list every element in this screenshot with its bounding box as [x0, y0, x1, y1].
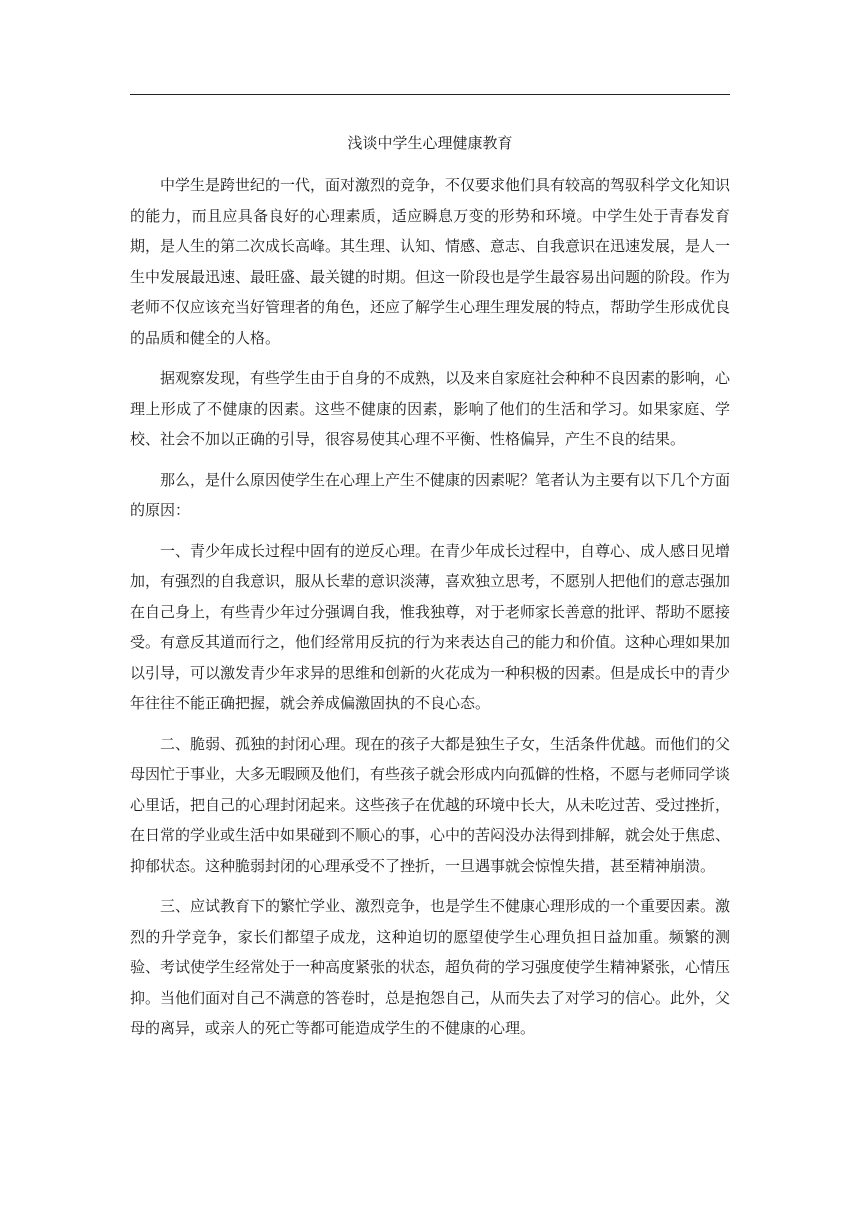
document-title: 浅谈中学生心理健康教育	[347, 134, 513, 152]
paragraph-reason-1: 一、青少年成长过程中固有的逆反心理。在青少年成长过程中，自尊心、成人感日见增加，有强烈的自我意识，服从长辈的意识淡薄，喜欢独立思考，不愿别人把他们的意志强加在自己身上，有些青少年过分强调自我，惟我独尊，对于老师家长善意的批评、帮助不愿接受。有意反其道而行之，他们经常用反抗的行为来表达自己的能力和价值。这种心理如果加以引导，可以激发青少年求异的思维和创新的火花成为一种积极的因素。但是成长中的青少年往往不能正确把握，就会养成偏激固执的不良心态。	[130, 541, 731, 712]
paragraph-intro: 中学生是跨世纪的一代，面对激烈的竞争，不仅要求他们具有较高的驾驭科学文化知识的能力，而且应具备良好的心理素质，适应瞬息万变的形势和环境。中学生处于青春发育期，是人生的第二次成长高峰。其生理、认知、情感、意志、自我意识在迅速发展，是人一生中发展最迅速、最旺盛、最关键的时期。但这一阶段也是学生最容易出问题的阶段。作为老师不仅应该充当好管理者的角色，还应了解学生心理生理发展的特点，帮助学生形成优良的品质和健全的人格。	[130, 176, 731, 347]
paragraph-reason-2: 二、脆弱、孤独的封闭心理。现在的孩子大都是独生子女，生活条件优越。而他们的父母因忙于事业，大多无暇顾及他们，有些孩子就会形成内向孤僻的性格，不愿与老师同学谈心里话，把自己的心理封闭起来。这些孩子在优越的环境中长大，从未吃过苦、受过挫折，在日常的学业或生活中如果碰到不顺心的事，心中的苦闷没办法得到排解，就会处于焦虑、抑郁状态。这种脆弱封闭的心理承受不了挫折，一旦遇事就会惊惶失措，甚至精神崩溃。	[130, 734, 731, 875]
paragraph-reason-3: 三、应试教育下的繁忙学业、激烈竞争，也是学生不健康心理形成的一个重要因素。激烈的升学竞争，家长们都望子成龙，这种迫切的愿望使学生心理负担日益加重。频繁的测验、考试使学生经常处于一种高度紧张的状态，超负荷的学习强度使学生精神紧张，心情压抑。当他们面对自己不满意的答卷时，总是抱怨自己，从而失去了对学习的信心。此外，父母的离异，或亲人的死亡等都可能造成学生的不健康的心理。	[130, 897, 731, 1037]
header-rule	[130, 94, 730, 95]
paragraph-question: 那么，是什么原因使学生在心理上产生不健康的因素呢？笔者认为主要有以下几个方面的原因：	[130, 470, 731, 519]
paragraph-observation: 据观察发现，有些学生由于自身的不成熟，以及来自家庭社会种种不良因素的影响，心理上形成了不健康的因素。这些不健康的因素，影响了他们的生活和学习。如果家庭、学校、社会不加以正确的引导，很容易使其心理不平衡、性格偏异，产生不良的结果。	[130, 369, 731, 448]
document-page	[130, 0, 730, 1216]
document-body	[130, 170, 730, 1054]
